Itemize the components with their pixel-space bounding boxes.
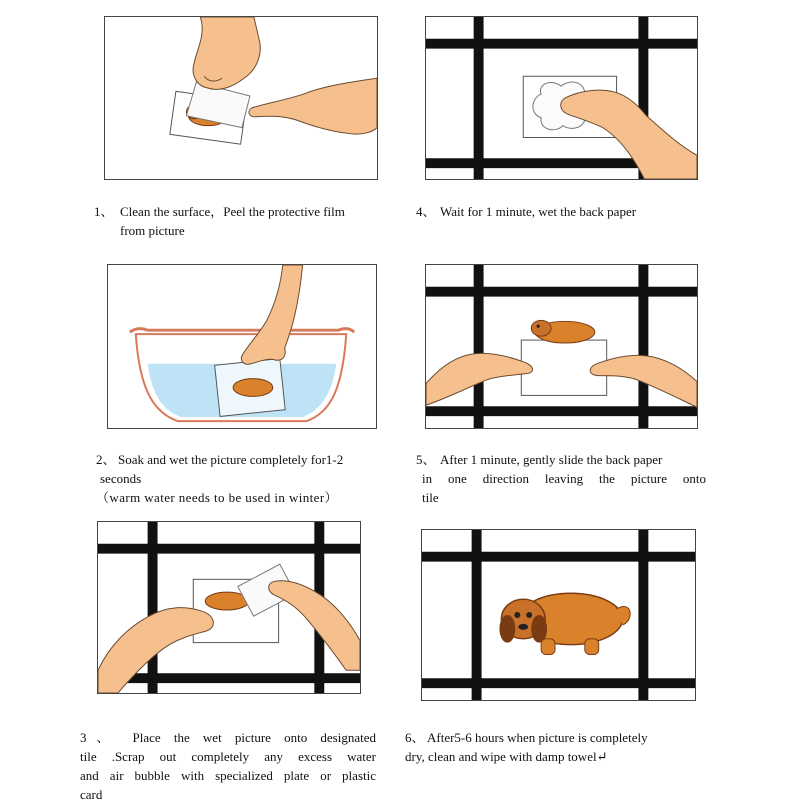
caption-line: After 1 minute, gently slide the back paper [440, 452, 663, 467]
step-number: 3、 [80, 730, 120, 745]
caption-line: tile [422, 490, 439, 505]
step-5-caption [416, 450, 706, 507]
caption-line: Clean the surface，Peel the protective film [120, 204, 345, 219]
caption-line: and air bubble with specialized plate or plastic [80, 768, 376, 783]
step-2-caption [96, 450, 396, 507]
step-5-illustration [425, 264, 698, 429]
step-3-illustration [97, 521, 361, 694]
left-hand [193, 17, 260, 89]
caption-line: in one direction leaving the picture onto [422, 471, 706, 486]
caption-line: Soak and wet the picture completely for1-2 [118, 452, 344, 467]
step-number: 1、 [94, 204, 114, 219]
caption-line: seconds [100, 471, 142, 486]
step-3-caption [80, 728, 376, 804]
step-6-illustration [421, 529, 696, 701]
soaking-picture [215, 359, 286, 417]
step-number: 6、 [405, 730, 425, 745]
step-number: 4、 [416, 204, 436, 219]
caption-line: Place the wet picture onto designated [132, 730, 376, 745]
step-2-illustration [107, 264, 377, 429]
right-hand [249, 78, 377, 134]
caption-line: （warm water needs to be used in winter） [96, 490, 338, 505]
caption-line: from picture [120, 223, 185, 238]
caption-line: dry, clean and wipe with damp towel↵ [405, 749, 608, 764]
step-number: 5、 [416, 452, 436, 467]
step-1-caption [94, 202, 394, 240]
step-4-caption [416, 202, 706, 221]
caption-line: card [80, 787, 103, 802]
step-number: 2、 [96, 452, 116, 467]
step-6-caption [405, 728, 705, 766]
step-4-illustration [425, 16, 698, 180]
caption-line: tile .Scrap out completely any excess water [80, 749, 376, 764]
caption-line: Wait for 1 minute, wet the back paper [440, 204, 637, 219]
dog-decal [499, 593, 630, 654]
step-1-illustration [104, 16, 378, 180]
caption-line: After5-6 hours when picture is completely [427, 730, 648, 745]
